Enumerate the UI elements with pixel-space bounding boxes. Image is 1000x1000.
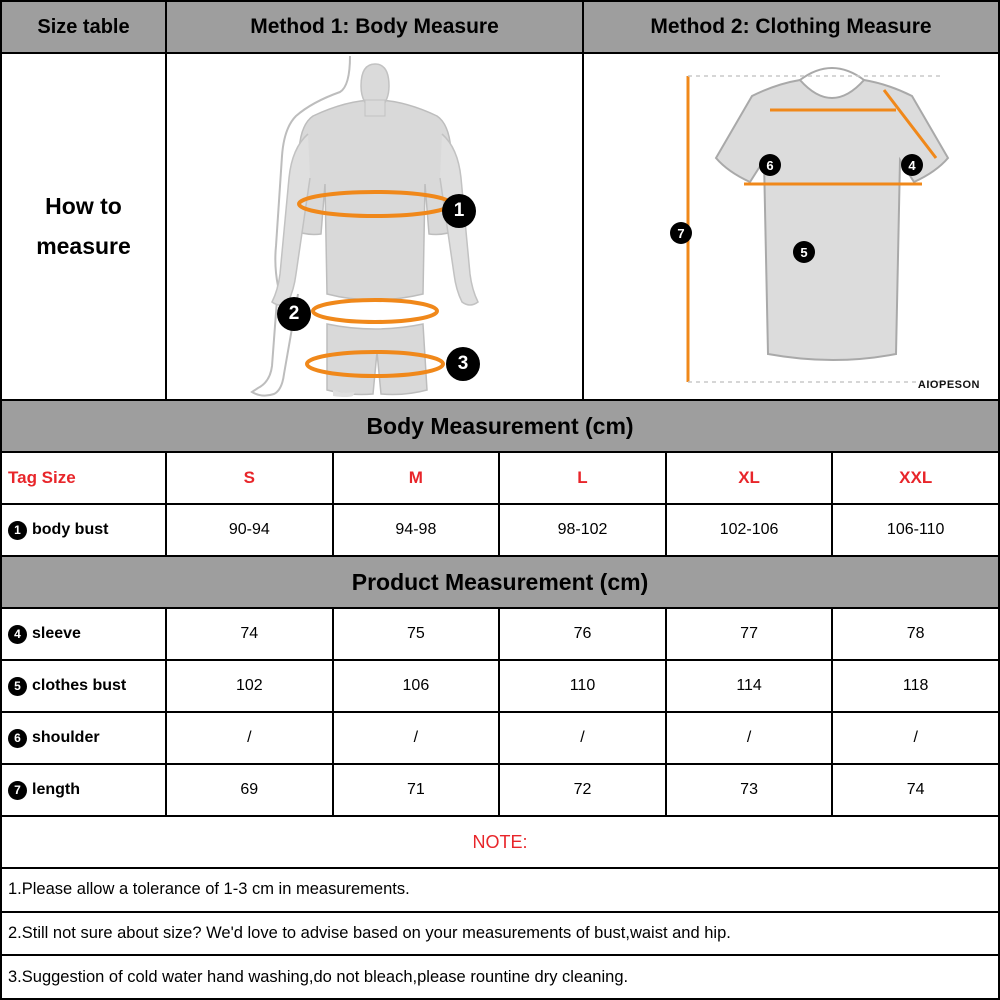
how-to-measure-label <box>2 54 167 399</box>
cell-length-s: 69 <box>167 765 334 815</box>
cell-clothes-bust-xxl: 118 <box>902 677 929 694</box>
note-title: NOTE: <box>2 817 998 869</box>
body-marker-1: 1 <box>442 194 476 228</box>
body-figure-svg <box>167 54 584 397</box>
cell-clothes-bust-l: 110 <box>500 661 667 711</box>
cell-body-bust-s: 90-94 <box>167 505 334 555</box>
chart-header-row <box>2 2 998 54</box>
row-label-length <box>2 765 167 815</box>
cell-body-bust-xxl: 106-110 <box>886 521 945 538</box>
row-label-text: clothes bust <box>32 677 127 694</box>
clothing-marker-5: 5 <box>793 241 815 263</box>
number-badge-icon: 7 <box>8 781 27 800</box>
row-label-text: shoulder <box>32 729 100 746</box>
cell-body-bust-l: 98-102 <box>500 505 667 555</box>
table-row <box>2 713 998 765</box>
cell-sleeve-xl: 77 <box>667 609 834 659</box>
cell-length-m: 71 <box>334 765 501 815</box>
cell-clothes-bust-xl: 114 <box>667 661 834 711</box>
table-row <box>2 505 998 557</box>
tshirt-svg <box>584 54 998 397</box>
brand-logo: AIOPESON <box>917 379 980 391</box>
number-badge-icon: 5 <box>8 677 27 696</box>
size-col-s: S <box>167 453 334 503</box>
number-badge-icon: 1 <box>8 521 27 540</box>
cell-length-xxl: 74 <box>906 781 925 798</box>
note-line-3: 3.Suggestion of cold water hand washing,do not bleach,please rountine dry cleaning. <box>8 967 629 986</box>
clothing-marker-7: 7 <box>670 222 692 244</box>
cell-clothes-bust-m: 106 <box>334 661 501 711</box>
cell-length-l: 72 <box>500 765 667 815</box>
size-col-l: L <box>500 453 667 503</box>
cell-shoulder-s: / <box>167 713 334 763</box>
number-badge-icon: 4 <box>8 625 27 644</box>
cell-length-xl: 73 <box>667 765 834 815</box>
section-product-measurement: Product Measurement (cm) <box>2 557 998 609</box>
cell-clothes-bust-s: 102 <box>167 661 334 711</box>
cell-sleeve-xxl: 78 <box>906 625 925 642</box>
row-label-shoulder <box>2 713 167 763</box>
size-header-row <box>2 453 998 505</box>
cell-sleeve-s: 74 <box>167 609 334 659</box>
clothing-measure-illustration <box>584 54 998 399</box>
header-size-table: Size table <box>2 2 167 52</box>
table-row <box>2 609 998 661</box>
cell-shoulder-l: / <box>500 713 667 763</box>
table-row <box>2 765 998 817</box>
clothing-marker-4: 4 <box>901 154 923 176</box>
size-col-xl: XL <box>667 453 834 503</box>
cell-shoulder-xxl: / <box>913 729 918 746</box>
cell-body-bust-xl: 102-106 <box>667 505 834 555</box>
cell-sleeve-l: 76 <box>500 609 667 659</box>
row-label-body-bust <box>2 505 167 555</box>
row-label-text: body bust <box>32 521 109 538</box>
cell-body-bust-m: 94-98 <box>334 505 501 555</box>
note-line-2: 2.Still not sure about size? We'd love to advise based on your measurements of bust,waist and hip. <box>2 913 998 957</box>
body-marker-2: 2 <box>277 297 311 331</box>
tag-size-label: Tag Size <box>2 453 167 503</box>
cell-shoulder-m: / <box>334 713 501 763</box>
size-col-m: M <box>334 453 501 503</box>
table-row <box>2 661 998 713</box>
body-measure-illustration <box>167 54 584 399</box>
section-body-measurement: Body Measurement (cm) <box>2 401 998 453</box>
header-method-1: Method 1: Body Measure <box>167 2 584 52</box>
body-marker-3: 3 <box>446 347 480 381</box>
size-col-xxl: XXL <box>899 468 933 487</box>
how-to-measure-text: How to measure <box>36 193 131 259</box>
header-method-2: Method 2: Clothing Measure <box>650 15 932 38</box>
illustration-row <box>2 54 998 401</box>
cell-shoulder-xl: / <box>667 713 834 763</box>
row-label-text: length <box>32 781 80 798</box>
clothing-marker-6: 6 <box>759 154 781 176</box>
row-label-text: sleeve <box>32 625 81 642</box>
row-label-clothes-bust <box>2 661 167 711</box>
cell-sleeve-m: 75 <box>334 609 501 659</box>
note-line-1: 1.Please allow a tolerance of 1-3 cm in measurements. <box>2 869 998 913</box>
number-badge-icon: 6 <box>8 729 27 748</box>
row-label-sleeve <box>2 609 167 659</box>
